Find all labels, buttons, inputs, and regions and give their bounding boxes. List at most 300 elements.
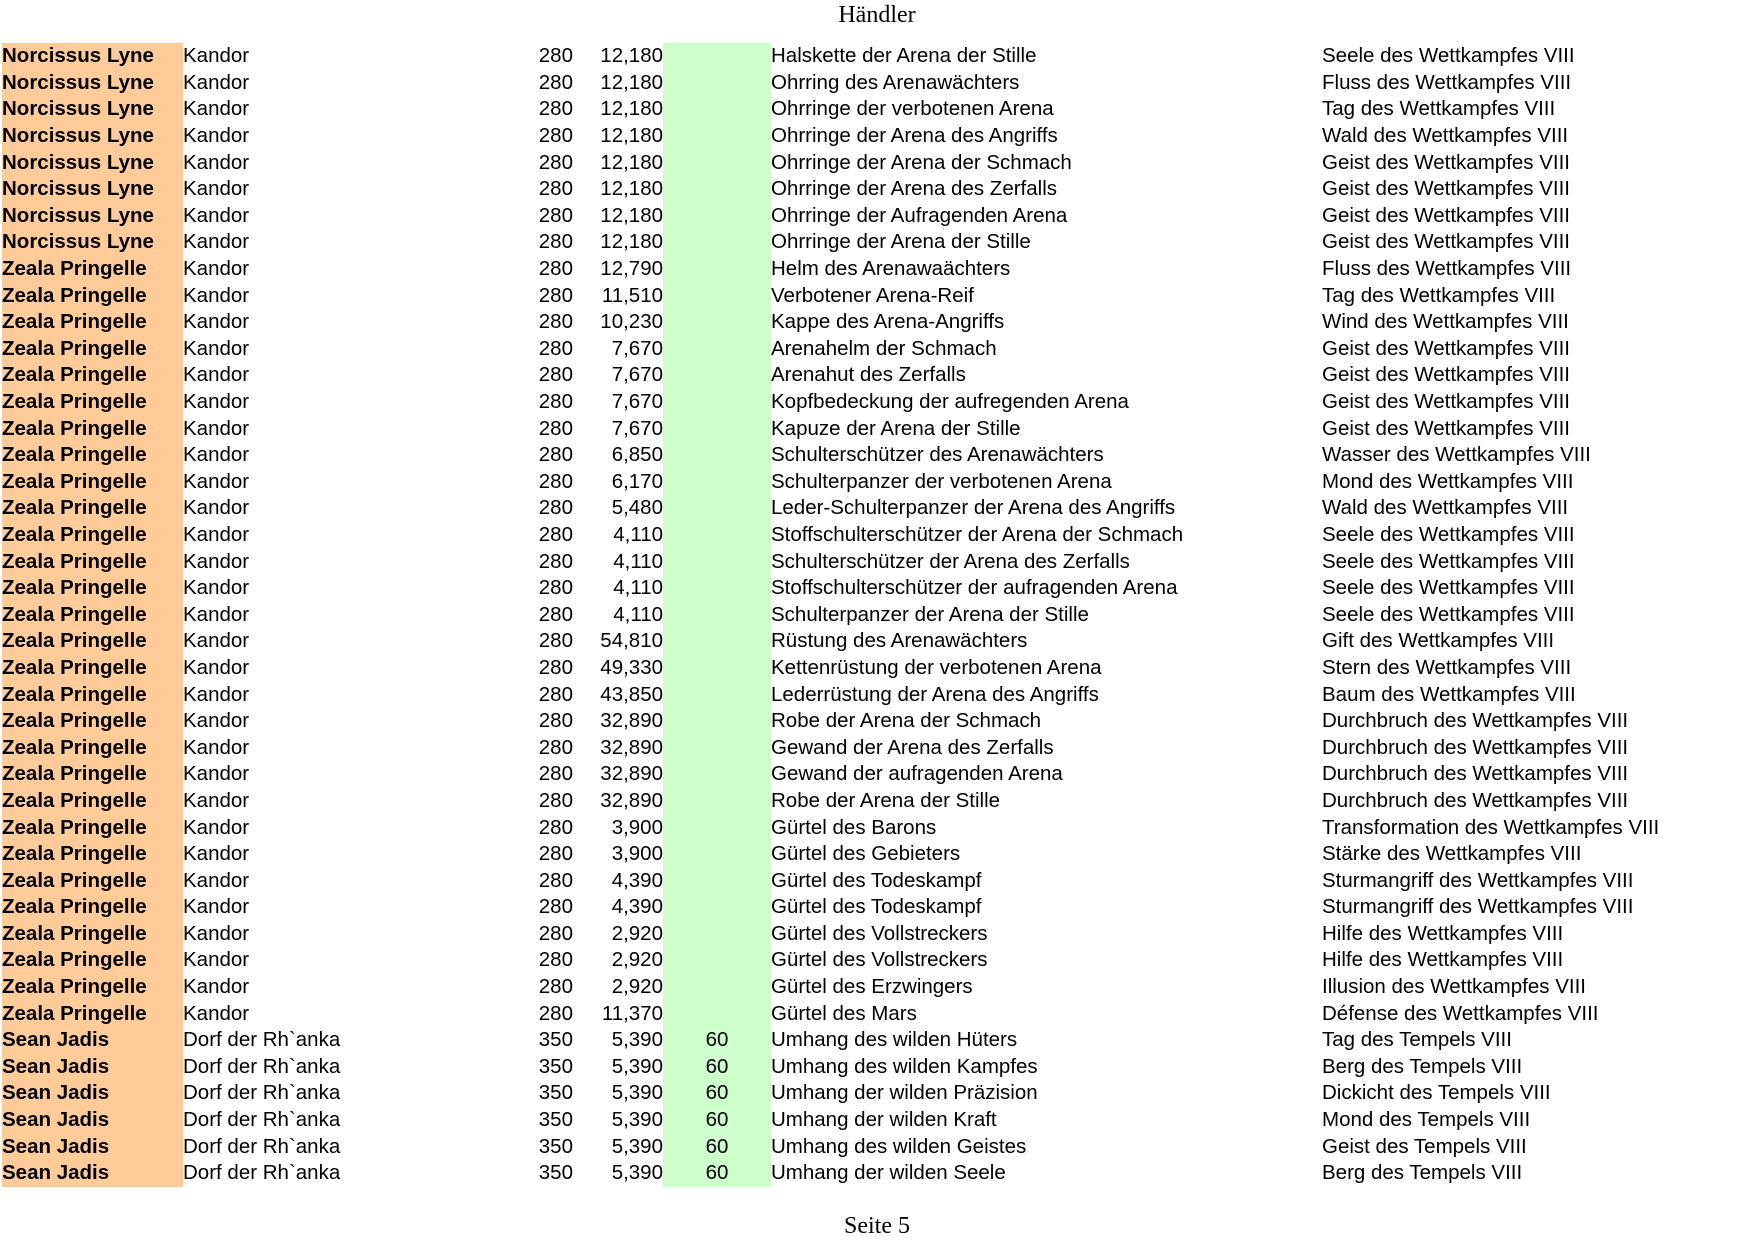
- extra-cell: [663, 176, 771, 203]
- vendor-name-cell: Norcissus Lyne: [2, 43, 183, 70]
- location-cell: Kandor: [183, 177, 250, 201]
- vendor-name-cell: Zeala Pringelle: [2, 336, 183, 363]
- price-cell: 5,390: [611, 1081, 663, 1105]
- source-cell: Hilfe des Wettkampfes VIII: [1322, 921, 1564, 945]
- item-name-cell: Schulterpanzer der verbotenen Arena: [771, 469, 1112, 493]
- extra-cell: [663, 894, 771, 921]
- level-cell: 280: [538, 469, 573, 493]
- location-cell: Kandor: [183, 549, 250, 573]
- table-row: [2, 282, 1742, 309]
- item-name-cell: Schulterschützer der Arena des Zerfalls: [771, 549, 1130, 573]
- location-cell: Kandor: [183, 1001, 250, 1025]
- item-name-cell: Lederrüstung der Arena des Angriffs: [771, 682, 1099, 706]
- table-row: [2, 681, 1742, 708]
- item-name-cell: Kettenrüstung der verbotenen Arena: [771, 655, 1102, 679]
- price-cell: 32,890: [600, 735, 663, 759]
- price-cell: 4,110: [613, 549, 663, 573]
- item-name-cell: Gewand der aufragenden Arena: [771, 762, 1063, 786]
- extra-cell: [663, 415, 771, 442]
- source-cell: Geist des Wettkampfes VIII: [1322, 416, 1570, 440]
- extra-cell: [663, 469, 771, 496]
- table-row: [2, 1160, 1742, 1187]
- extra-cell: [663, 149, 771, 176]
- source-cell: Illusion des Wettkampfes VIII: [1322, 975, 1586, 999]
- item-name-cell: Gewand der Arena des Zerfalls: [771, 735, 1054, 759]
- extra-cell: [663, 96, 771, 123]
- vendor-name-cell: Norcissus Lyne: [2, 229, 183, 256]
- item-name-cell: Verbotener Arena-Reif: [771, 283, 974, 307]
- price-cell: 12,180: [600, 177, 663, 201]
- table-row: [2, 336, 1742, 363]
- location-cell: Kandor: [183, 283, 250, 307]
- level-cell: 280: [538, 230, 573, 254]
- vendor-name-cell: Zeala Pringelle: [2, 788, 183, 815]
- extra-cell: 60: [663, 1133, 771, 1160]
- item-name-cell: Ohrringe der verbotenen Arena: [771, 97, 1054, 121]
- location-cell: Kandor: [183, 469, 250, 493]
- table-row: [2, 761, 1742, 788]
- vendor-name-cell: Sean Jadis: [2, 1027, 183, 1054]
- item-name-cell: Arenahelm der Schmach: [771, 336, 997, 360]
- table-row: [2, 628, 1742, 655]
- vendor-name-cell: Zeala Pringelle: [2, 681, 183, 708]
- price-cell: 2,920: [611, 975, 663, 999]
- item-name-cell: Umhang der wilden Präzision: [771, 1081, 1038, 1105]
- source-cell: Berg des Tempels VIII: [1322, 1161, 1523, 1185]
- source-cell: Tag des Wettkampfes VIII: [1322, 97, 1556, 121]
- item-name-cell: Umhang der wilden Kraft: [771, 1108, 997, 1132]
- level-cell: 280: [538, 762, 573, 786]
- price-cell: 5,480: [611, 496, 663, 520]
- level-cell: 280: [538, 336, 573, 360]
- table-row: [2, 43, 1742, 70]
- table-row: [2, 309, 1742, 336]
- location-cell: Dorf der Rh`anka: [183, 1054, 341, 1078]
- item-name-cell: Gürtel des Gebieters: [771, 842, 961, 866]
- page-title: Händler: [838, 2, 916, 28]
- location-cell: Kandor: [183, 735, 250, 759]
- item-name-cell: Gürtel des Mars: [771, 1001, 917, 1025]
- item-name-cell: Ohrring des Arenawächters: [771, 70, 1020, 94]
- price-cell: 2,920: [611, 948, 663, 972]
- source-cell: Baum des Wettkampfes VIII: [1322, 682, 1576, 706]
- source-cell: Geist des Wettkampfes VIII: [1322, 390, 1570, 414]
- source-cell: Durchbruch des Wettkampfes VIII: [1322, 735, 1629, 759]
- location-cell: Kandor: [183, 310, 250, 334]
- source-cell: Seele des Wettkampfes VIII: [1322, 602, 1575, 626]
- extra-cell: [663, 655, 771, 682]
- vendor-name-cell: Norcissus Lyne: [2, 176, 183, 203]
- location-cell: Dorf der Rh`anka: [183, 1134, 341, 1158]
- item-name-cell: Robe der Arena der Stille: [771, 788, 1001, 812]
- location-cell: Kandor: [183, 443, 250, 467]
- price-cell: 49,330: [600, 655, 663, 679]
- extra-cell: [663, 389, 771, 416]
- vendor-name-cell: Zeala Pringelle: [2, 974, 183, 1001]
- extra-cell: [663, 708, 771, 735]
- item-name-cell: Ohrringe der Aufragenden Arena: [771, 203, 1068, 227]
- level-cell: 280: [538, 97, 573, 121]
- table-row: [2, 149, 1742, 176]
- vendor-name-cell: Sean Jadis: [2, 1080, 183, 1107]
- vendor-name-cell: Zeala Pringelle: [2, 894, 183, 921]
- price-cell: 11,370: [601, 1001, 663, 1025]
- price-cell: 3,900: [611, 815, 663, 839]
- item-name-cell: Gürtel des Todeskampf: [771, 868, 982, 892]
- location-cell: Kandor: [183, 203, 250, 227]
- location-cell: Kandor: [183, 921, 250, 945]
- level-cell: 350: [538, 1108, 573, 1132]
- vendor-name-cell: Zeala Pringelle: [2, 548, 183, 575]
- location-cell: Kandor: [183, 44, 250, 68]
- extra-cell: [663, 867, 771, 894]
- location-cell: Dorf der Rh`anka: [183, 1028, 341, 1052]
- vendor-name-cell: Norcissus Lyne: [2, 123, 183, 150]
- table-row: [2, 96, 1742, 123]
- location-cell: Kandor: [183, 150, 250, 174]
- table-row: [2, 123, 1742, 150]
- source-cell: Stern des Wettkampfes VIII: [1322, 655, 1572, 679]
- item-name-cell: Umhang des wilden Kampfes: [771, 1054, 1038, 1078]
- location-cell: Dorf der Rh`anka: [183, 1161, 341, 1185]
- source-cell: Wald des Wettkampfes VIII: [1322, 496, 1569, 520]
- level-cell: 280: [538, 390, 573, 414]
- extra-cell: [663, 70, 771, 97]
- source-cell: Fluss des Wettkampfes VIII: [1322, 70, 1572, 94]
- item-name-cell: Helm des Arenawaächters: [771, 257, 1011, 281]
- extra-cell: [663, 628, 771, 655]
- vendor-name-cell: Norcissus Lyne: [2, 203, 183, 230]
- vendor-name-cell: Zeala Pringelle: [2, 921, 183, 948]
- level-cell: 280: [538, 124, 573, 148]
- price-cell: 4,110: [613, 602, 663, 626]
- source-cell: Mond des Tempels VIII: [1322, 1108, 1531, 1132]
- level-cell: 280: [538, 70, 573, 94]
- level-cell: 280: [538, 948, 573, 972]
- level-cell: 280: [538, 416, 573, 440]
- table-row: [2, 655, 1742, 682]
- source-cell: Wasser des Wettkampfes VIII: [1322, 443, 1591, 467]
- item-name-cell: Umhang der wilden Seele: [771, 1161, 1006, 1185]
- level-cell: 280: [538, 549, 573, 573]
- extra-cell: [663, 681, 771, 708]
- price-cell: 4,110: [613, 576, 663, 600]
- location-cell: Kandor: [183, 496, 250, 520]
- level-cell: 280: [538, 682, 573, 706]
- extra-cell: [663, 282, 771, 309]
- location-cell: Kandor: [183, 709, 250, 733]
- page-footer: Seite 5: [844, 1213, 910, 1239]
- level-cell: 280: [538, 283, 573, 307]
- vendor-name-cell: Zeala Pringelle: [2, 734, 183, 761]
- item-name-cell: Gürtel des Vollstreckers: [771, 921, 988, 945]
- table-row: [2, 734, 1742, 761]
- price-cell: 7,670: [611, 363, 663, 387]
- price-cell: 12,790: [600, 257, 663, 281]
- item-name-cell: Stoffschulterschützer der aufragenden Arena: [771, 576, 1178, 600]
- source-cell: Seele des Wettkampfes VIII: [1322, 576, 1575, 600]
- table-row: [2, 469, 1742, 496]
- item-name-cell: Ohrringe der Arena des Angriffs: [771, 124, 1058, 148]
- level-cell: 280: [538, 363, 573, 387]
- merchant-table: [2, 43, 1742, 1187]
- vendor-name-cell: Zeala Pringelle: [2, 309, 183, 336]
- table-row: [2, 708, 1742, 735]
- source-cell: Gift des Wettkampfes VIII: [1322, 629, 1555, 653]
- table-row: [2, 1054, 1742, 1081]
- source-cell: Seele des Wettkampfes VIII: [1322, 549, 1575, 573]
- extra-cell: 60: [663, 1160, 771, 1187]
- location-cell: Kandor: [183, 868, 250, 892]
- extra-cell: 60: [663, 1054, 771, 1081]
- source-cell: Geist des Wettkampfes VIII: [1322, 230, 1570, 254]
- table-row: [2, 362, 1742, 389]
- source-cell: Défense des Wettkampfes VIII: [1322, 1001, 1599, 1025]
- table-row: [2, 1080, 1742, 1107]
- level-cell: 280: [538, 203, 573, 227]
- level-cell: 280: [538, 310, 573, 334]
- table-row: [2, 894, 1742, 921]
- price-cell: 12,180: [600, 230, 663, 254]
- price-cell: 12,180: [600, 70, 663, 94]
- vendor-name-cell: Zeala Pringelle: [2, 442, 183, 469]
- location-cell: Kandor: [183, 257, 250, 281]
- vendor-name-cell: Zeala Pringelle: [2, 867, 183, 894]
- item-name-cell: Schulterschützer des Arenawächters: [771, 443, 1104, 467]
- source-cell: Tag des Tempels VIII: [1322, 1028, 1512, 1052]
- extra-cell: [663, 336, 771, 363]
- price-cell: 10,230: [600, 310, 663, 334]
- location-cell: Dorf der Rh`anka: [183, 1081, 341, 1105]
- price-cell: 5,390: [611, 1108, 663, 1132]
- location-cell: Kandor: [183, 390, 250, 414]
- source-cell: Berg des Tempels VIII: [1322, 1054, 1523, 1078]
- location-cell: Kandor: [183, 948, 250, 972]
- level-cell: 280: [538, 629, 573, 653]
- item-name-cell: Ohrringe der Arena der Schmach: [771, 150, 1072, 174]
- item-name-cell: Umhang des wilden Geistes: [771, 1134, 1027, 1158]
- level-cell: 280: [538, 576, 573, 600]
- table-row: [2, 415, 1742, 442]
- table-row: [2, 867, 1742, 894]
- item-name-cell: Robe der Arena der Schmach: [771, 709, 1042, 733]
- source-cell: Tag des Wettkampfes VIII: [1322, 283, 1556, 307]
- extra-cell: [663, 495, 771, 522]
- price-cell: 12,180: [600, 97, 663, 121]
- source-cell: Fluss des Wettkampfes VIII: [1322, 257, 1572, 281]
- source-cell: Seele des Wettkampfes VIII: [1322, 522, 1575, 546]
- level-cell: 280: [538, 735, 573, 759]
- extra-cell: 60: [663, 1107, 771, 1134]
- price-cell: 5,390: [611, 1161, 663, 1185]
- source-cell: Mond des Wettkampfes VIII: [1322, 469, 1574, 493]
- extra-cell: 60: [663, 1080, 771, 1107]
- location-cell: Kandor: [183, 416, 250, 440]
- price-cell: 12,180: [600, 150, 663, 174]
- vendor-name-cell: Zeala Pringelle: [2, 256, 183, 283]
- table-row: [2, 548, 1742, 575]
- level-cell: 280: [538, 655, 573, 679]
- level-cell: 280: [538, 709, 573, 733]
- vendor-name-cell: Sean Jadis: [2, 1054, 183, 1081]
- table-row: [2, 814, 1742, 841]
- price-cell: 43,850: [600, 682, 663, 706]
- vendor-name-cell: Sean Jadis: [2, 1107, 183, 1134]
- extra-cell: [663, 974, 771, 1001]
- table-row: [2, 601, 1742, 628]
- source-cell: Sturmangriff des Wettkampfes VIII: [1322, 868, 1634, 892]
- source-cell: Durchbruch des Wettkampfes VIII: [1322, 762, 1629, 786]
- level-cell: 280: [538, 257, 573, 281]
- price-cell: 32,890: [600, 788, 663, 812]
- source-cell: Seele des Wettkampfes VIII: [1322, 44, 1575, 68]
- table-row: [2, 1000, 1742, 1027]
- extra-cell: [663, 734, 771, 761]
- vendor-name-cell: Zeala Pringelle: [2, 1000, 183, 1027]
- level-cell: 350: [538, 1134, 573, 1158]
- extra-cell: [663, 761, 771, 788]
- extra-cell: [663, 814, 771, 841]
- location-cell: Kandor: [183, 815, 250, 839]
- vendor-name-cell: Norcissus Lyne: [2, 149, 183, 176]
- location-cell: Kandor: [183, 522, 250, 546]
- location-cell: Kandor: [183, 975, 250, 999]
- source-cell: Durchbruch des Wettkampfes VIII: [1322, 709, 1629, 733]
- source-cell: Geist des Wettkampfes VIII: [1322, 203, 1570, 227]
- vendor-name-cell: Zeala Pringelle: [2, 628, 183, 655]
- item-name-cell: Gürtel des Erzwingers: [771, 975, 973, 999]
- level-cell: 350: [538, 1028, 573, 1052]
- item-name-cell: Gürtel des Barons: [771, 815, 937, 839]
- table-row: [2, 974, 1742, 1001]
- item-name-cell: Kopfbedeckung der aufregenden Arena: [771, 390, 1129, 414]
- vendor-name-cell: Zeala Pringelle: [2, 495, 183, 522]
- price-cell: 6,850: [611, 443, 663, 467]
- location-cell: Kandor: [183, 363, 250, 387]
- table-row: [2, 229, 1742, 256]
- table-row: [2, 389, 1742, 416]
- price-cell: 3,900: [611, 842, 663, 866]
- item-name-cell: Halskette der Arena der Stille: [771, 44, 1037, 68]
- source-cell: Geist des Tempels VIII: [1322, 1134, 1527, 1158]
- source-cell: Hilfe des Wettkampfes VIII: [1322, 948, 1564, 972]
- vendor-name-cell: Zeala Pringelle: [2, 601, 183, 628]
- extra-cell: [663, 788, 771, 815]
- vendor-name-cell: Zeala Pringelle: [2, 389, 183, 416]
- vendor-name-cell: Zeala Pringelle: [2, 575, 183, 602]
- price-cell: 11,510: [601, 283, 663, 307]
- table-row: [2, 70, 1742, 97]
- vendor-name-cell: Sean Jadis: [2, 1133, 183, 1160]
- level-cell: 280: [538, 895, 573, 919]
- item-name-cell: Umhang des wilden Hüters: [771, 1028, 1018, 1052]
- item-name-cell: Arenahut des Zerfalls: [771, 363, 966, 387]
- vendor-name-cell: Norcissus Lyne: [2, 70, 183, 97]
- price-cell: 7,670: [611, 416, 663, 440]
- level-cell: 280: [538, 443, 573, 467]
- level-cell: 350: [538, 1081, 573, 1105]
- extra-cell: [663, 123, 771, 150]
- price-cell: 4,110: [613, 522, 663, 546]
- vendor-name-cell: Zeala Pringelle: [2, 947, 183, 974]
- price-cell: 2,920: [611, 921, 663, 945]
- table-row: [2, 522, 1742, 549]
- source-cell: Geist des Wettkampfes VIII: [1322, 363, 1570, 387]
- price-cell: 5,390: [611, 1028, 663, 1052]
- vendor-name-cell: Zeala Pringelle: [2, 522, 183, 549]
- vendor-name-cell: Zeala Pringelle: [2, 655, 183, 682]
- level-cell: 350: [538, 1161, 573, 1185]
- vendor-name-cell: Zeala Pringelle: [2, 814, 183, 841]
- vendor-name-cell: Zeala Pringelle: [2, 362, 183, 389]
- location-cell: Kandor: [183, 842, 250, 866]
- vendor-name-cell: Zeala Pringelle: [2, 841, 183, 868]
- item-name-cell: Gürtel des Vollstreckers: [771, 948, 988, 972]
- source-cell: Transformation des Wettkampfes VIII: [1322, 815, 1660, 839]
- level-cell: 280: [538, 150, 573, 174]
- price-cell: 5,390: [611, 1054, 663, 1078]
- price-cell: 7,670: [611, 390, 663, 414]
- level-cell: 280: [538, 44, 573, 68]
- price-cell: 54,810: [600, 629, 663, 653]
- vendor-name-cell: Zeala Pringelle: [2, 469, 183, 496]
- source-cell: Geist des Wettkampfes VIII: [1322, 177, 1570, 201]
- extra-cell: 60: [663, 1027, 771, 1054]
- item-name-cell: Kapuze der Arena der Stille: [771, 416, 1021, 440]
- level-cell: 280: [538, 496, 573, 520]
- table-row: [2, 1027, 1742, 1054]
- vendor-name-cell: Zeala Pringelle: [2, 415, 183, 442]
- vendor-name-cell: Zeala Pringelle: [2, 282, 183, 309]
- level-cell: 280: [538, 815, 573, 839]
- source-cell: Wald des Wettkampfes VIII: [1322, 124, 1569, 148]
- source-cell: Wind des Wettkampfes VIII: [1322, 310, 1569, 334]
- table-row: [2, 947, 1742, 974]
- location-cell: Kandor: [183, 70, 250, 94]
- table-row: [2, 841, 1742, 868]
- source-cell: Geist des Wettkampfes VIII: [1322, 150, 1570, 174]
- item-name-cell: Ohrringe der Arena des Zerfalls: [771, 177, 1057, 201]
- price-cell: 32,890: [600, 762, 663, 786]
- location-cell: Kandor: [183, 576, 250, 600]
- level-cell: 280: [538, 975, 573, 999]
- location-cell: Kandor: [183, 762, 250, 786]
- price-cell: 12,180: [600, 124, 663, 148]
- price-cell: 32,890: [600, 709, 663, 733]
- source-cell: Stärke des Wettkampfes VIII: [1322, 842, 1582, 866]
- location-cell: Kandor: [183, 788, 250, 812]
- item-name-cell: Stoffschulterschützer der Arena der Schmach: [771, 522, 1184, 546]
- source-cell: Geist des Wettkampfes VIII: [1322, 336, 1570, 360]
- extra-cell: [663, 442, 771, 469]
- location-cell: Kandor: [183, 629, 250, 653]
- extra-cell: [663, 522, 771, 549]
- level-cell: 350: [538, 1054, 573, 1078]
- table-row: [2, 495, 1742, 522]
- location-cell: Kandor: [183, 655, 250, 679]
- extra-cell: [663, 841, 771, 868]
- price-cell: 5,390: [611, 1134, 663, 1158]
- location-cell: Kandor: [183, 895, 250, 919]
- vendor-name-cell: Norcissus Lyne: [2, 96, 183, 123]
- merchant-table-body: [2, 43, 1742, 1187]
- level-cell: 280: [538, 921, 573, 945]
- extra-cell: [663, 575, 771, 602]
- extra-cell: [663, 362, 771, 389]
- location-cell: Kandor: [183, 124, 250, 148]
- table-row: [2, 442, 1742, 469]
- extra-cell: [663, 947, 771, 974]
